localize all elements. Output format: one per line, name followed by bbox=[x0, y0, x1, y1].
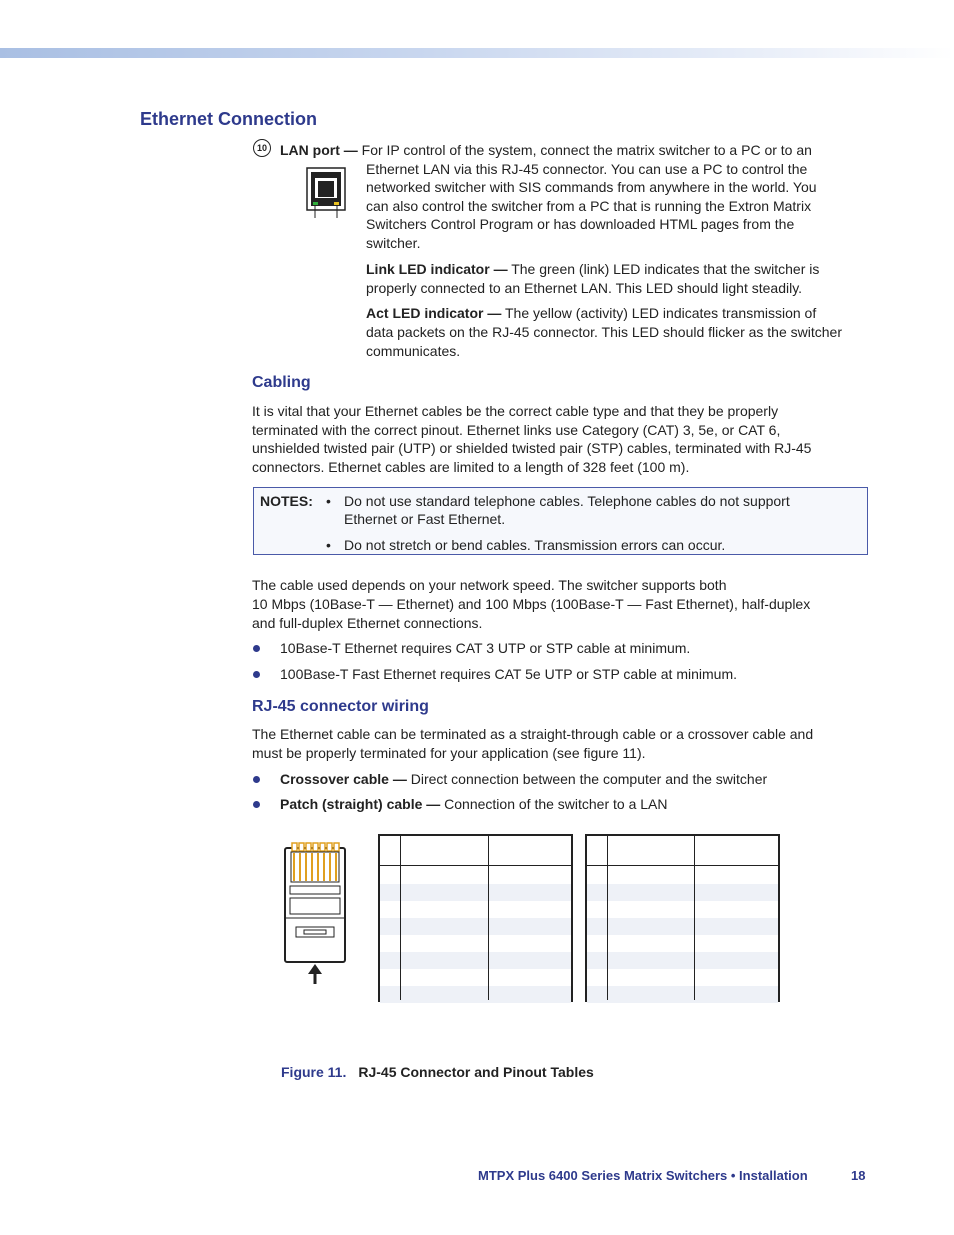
speed-line: The cable used depends on your network speed. The switcher supports both bbox=[252, 577, 727, 593]
figure-number: Figure 11. bbox=[281, 1064, 347, 1080]
bullet-dot bbox=[253, 645, 260, 652]
act-led-line: data packets on the RJ-45 connector. This LED should flicker as the switcher bbox=[366, 324, 842, 340]
footer-title: MTPX Plus 6400 Series Matrix Switchers • Installation bbox=[478, 1168, 808, 1183]
lan-port-line: can also control the switcher from a PC that is running the Extron Matrix bbox=[366, 198, 812, 214]
patch-label: Patch (straight) cable — bbox=[280, 796, 441, 812]
table-header bbox=[380, 836, 571, 866]
notes-box bbox=[253, 487, 868, 555]
header-gradient-bar bbox=[0, 48, 954, 58]
table-row-shade bbox=[587, 986, 778, 1003]
list-item-text bbox=[280, 795, 668, 814]
note-bullet: • bbox=[326, 537, 331, 553]
note-text: Do not use standard telephone cables. Telephone cables do not support bbox=[344, 493, 790, 509]
note-text: Do not stretch or bend cables. Transmission errors can occur. bbox=[344, 537, 726, 553]
table-row-shade bbox=[587, 918, 778, 935]
pinout-table-left bbox=[378, 834, 573, 1002]
link-led-label: Link LED indicator — bbox=[366, 261, 508, 277]
section-heading: Ethernet Connection bbox=[140, 109, 318, 129]
act-led bbox=[334, 202, 339, 205]
cabling-heading: Cabling bbox=[252, 374, 311, 391]
table-row-shade bbox=[587, 884, 778, 901]
cabling-line: unshielded twisted pair (UTP) or shielded twisted pair (STP) cables, terminated with RJ-45 bbox=[252, 440, 812, 456]
lan-port-line: Switchers Control Program or has downloaded HTML pages from the bbox=[366, 216, 795, 232]
table-row-shade bbox=[380, 986, 571, 1003]
list-item-text: 100Base-T Fast Ethernet requires CAT 5e UTP or STP cable at minimum. bbox=[280, 666, 738, 682]
cabling-line: terminated with the correct pinout. Ethernet links use Category (CAT) 3, 5e, or CAT 6, bbox=[252, 422, 781, 438]
crossover-label: Crossover cable — bbox=[280, 771, 407, 787]
act-led-line: communicates. bbox=[366, 343, 461, 359]
figure-caption-text: RJ-45 Connector and Pinout Tables bbox=[358, 1064, 594, 1080]
rj45-line: The Ethernet cable can be terminated as a straight-through cable or a crossover cable and bbox=[252, 726, 814, 742]
speed-line: 10 Mbps (10Base-T — Ethernet) and 100 Mbps (100Base-T — Fast Ethernet), half-duplex bbox=[252, 596, 811, 612]
bullet-dot bbox=[253, 671, 260, 678]
lan-port-label: LAN port — bbox=[280, 142, 358, 158]
table-column-divider bbox=[400, 836, 401, 1000]
pinout-table-right bbox=[585, 834, 780, 1002]
figure-caption bbox=[281, 1063, 594, 1082]
table-header bbox=[587, 836, 778, 866]
page-footer bbox=[478, 1167, 868, 1186]
act-led-label: Act LED indicator — bbox=[366, 305, 502, 321]
page-number: 18 bbox=[851, 1168, 866, 1183]
note-bullet: • bbox=[326, 493, 331, 509]
lan-port-line: switcher. bbox=[366, 235, 421, 251]
link-led-text: The green (link) LED indicates that the switcher is bbox=[507, 261, 820, 277]
callout-number: 10 bbox=[253, 139, 271, 157]
act-led-text: The yellow (activity) LED indicates transmission of bbox=[501, 305, 817, 321]
notes-label: NOTES: bbox=[260, 493, 313, 509]
act-led-line bbox=[366, 304, 816, 323]
link-led-line: properly connected to an Ethernet LAN. This LED should light steadily. bbox=[366, 280, 803, 296]
lan-port-icon bbox=[306, 167, 346, 219]
list-item-text: 10Base-T Ethernet requires CAT 3 UTP or STP cable at minimum. bbox=[280, 640, 691, 656]
table-row-shade bbox=[587, 952, 778, 969]
lan-port-line: Ethernet LAN via this RJ-45 connector. You can use a PC to control the bbox=[366, 161, 808, 177]
lan-port-line bbox=[280, 141, 812, 160]
speed-line: and full-duplex Ethernet connections. bbox=[252, 615, 483, 631]
table-column-divider bbox=[488, 836, 489, 1000]
list-item-text bbox=[280, 770, 767, 789]
link-led bbox=[313, 202, 318, 205]
rj45-heading: RJ-45 connector wiring bbox=[252, 698, 429, 715]
rj45-line: must be properly terminated for your application (see figure 11). bbox=[252, 745, 646, 761]
table-row-shade bbox=[380, 884, 571, 901]
table-row-shade bbox=[380, 952, 571, 969]
table-column-divider bbox=[694, 836, 695, 1000]
bullet-dot bbox=[253, 801, 260, 808]
cabling-line: connectors. Ethernet cables are limited to a length of 328 feet (100 m). bbox=[252, 459, 690, 475]
table-row-shade bbox=[380, 918, 571, 935]
crossover-text: Direct connection between the computer and the switcher bbox=[406, 771, 768, 787]
lan-port-line: networked switcher with SIS commands from anywhere in the world. You bbox=[366, 179, 817, 195]
bullet-dot bbox=[253, 776, 260, 783]
lan-port-text: For IP control of the system, connect the matrix switcher to a PC or to an bbox=[357, 142, 812, 158]
rj45-plug-illustration bbox=[282, 838, 350, 990]
note-text: Ethernet or Fast Ethernet. bbox=[344, 511, 506, 527]
patch-text: Connection of the switcher to a LAN bbox=[440, 796, 668, 812]
link-led-line bbox=[366, 260, 819, 279]
table-column-divider bbox=[607, 836, 608, 1000]
cabling-line: It is vital that your Ethernet cables be the correct cable type and that they be properly bbox=[252, 403, 779, 419]
